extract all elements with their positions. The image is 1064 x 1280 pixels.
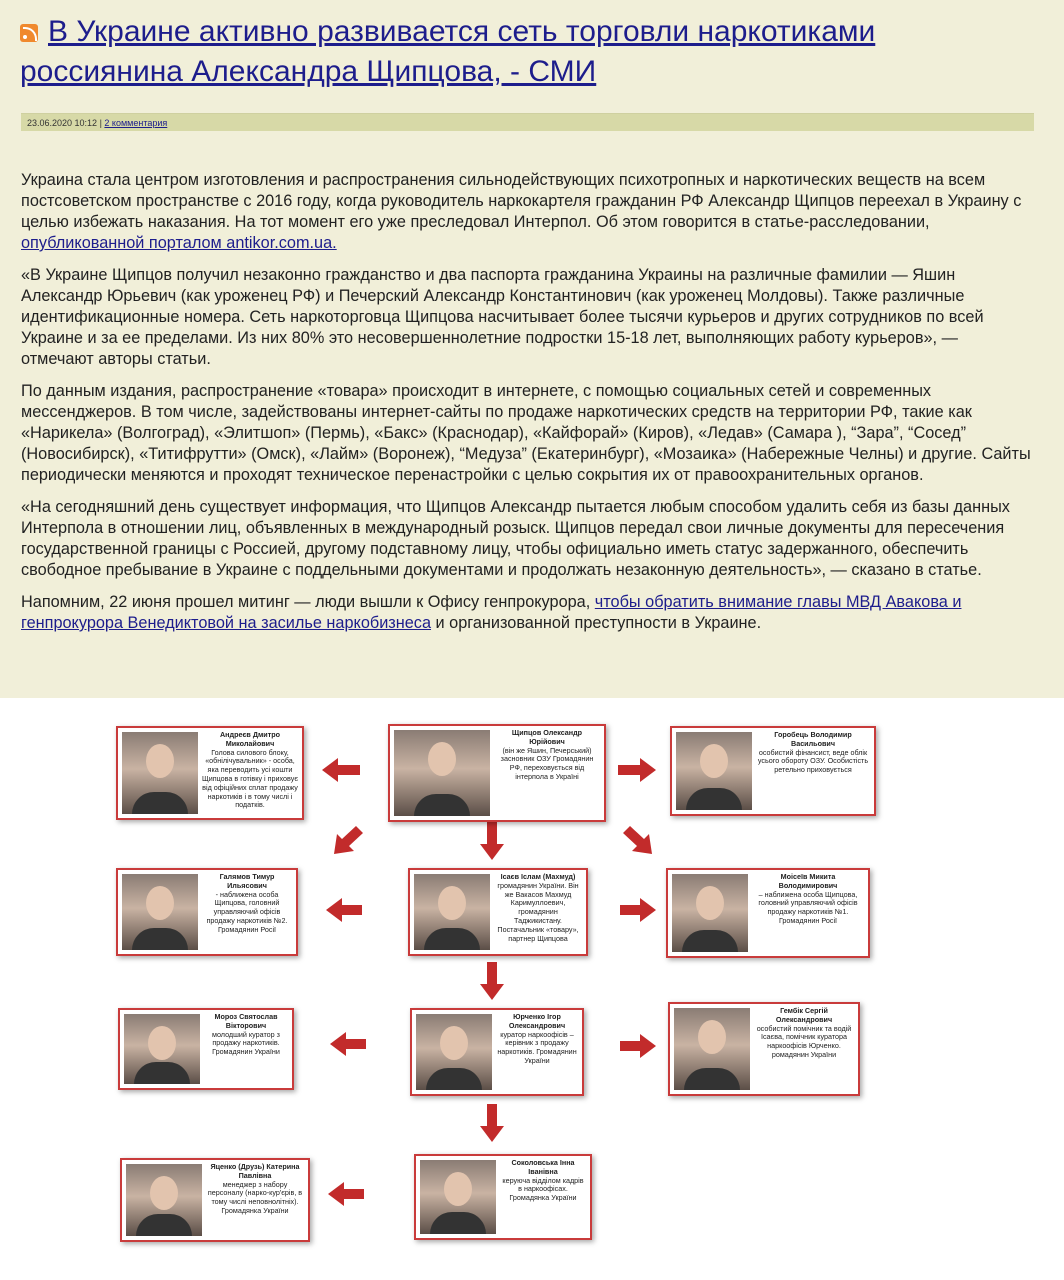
card-desc: - наближена особа Щипцова, головний управляючий офісів продажу наркотиків №2. Громадянин Росії [206, 889, 288, 934]
person-photo [676, 732, 752, 810]
card-name: Андреєв Дмитро Миколайович [219, 730, 281, 748]
arrow-diagonal-left [334, 826, 363, 854]
person-photo [416, 1014, 492, 1090]
article-date: 23.06.2020 10:12 [27, 118, 98, 128]
arrow-down [480, 962, 504, 1000]
paragraph-4: «На сегодняшний день существует информация, что Щипцов Александр пытается любым способом удалить себя из базы данных Интерпола в отношении лиц, объявленных в международный розыск. Щипцов передал свои личные документы для пересечения государственной границы с Россией, другому подставному лицу, чтобы официально иметь статус задержанного, обеспечить свободное пребывание в Украине с поддельными документами и продолжать незаконную деятельность», — сказано в статье. [21, 498, 1010, 579]
card-name: Юрченко Ігор Олександрович [508, 1012, 566, 1030]
card-moroz [118, 1008, 294, 1090]
card-desc: Голова силового блоку, «обнілічувальник» - особа, яка переводить усі кошти Щипцова в готівку і приховує від офіційних сплат продажу наркотиків і в тому числі і податків. [202, 747, 298, 810]
card-desc: молодший куратор з продажу наркотиків. Громадянин України [212, 1029, 280, 1057]
card-gorobets [670, 726, 876, 816]
arrow-right [618, 758, 656, 782]
arrow-diagonal-right [623, 826, 652, 854]
paragraph-3: По данным издания, распространение «товара» происходит в интернете, с помощью социальных сетей и современных мессенджеров. В том числе, задействованы интернет-сайты по продаже наркотических средств на территории РФ, такие как «Нарикела» (Волгоград), «Элитшоп» (Пермь), «Бакс» (Краснодар), «Кайфорай» (Киров), «Ледав» (Самара ), “Зара”, “Сосед” (Новосибирск), «Титифрутти» (Омск), «Лайм» (Воронеж), “Медуза” (Екатеринбург), «Мозаика» (Набережные Челны) и другие. Сайты периодически меняются и проходят техническое перенастройки с целью сокрытия их от правоохранительных органов. [21, 382, 1031, 484]
card-desc: особистий фінансист, веде облік усього обороту ОЗУ. Особистість ретельно приховується [757, 747, 869, 775]
person-photo [122, 732, 198, 814]
article-title[interactable]: В Украине активно развивается сеть торговли наркотиками россиянина Александра Щипцова, - СМИ [20, 15, 876, 88]
card-yatsenko [120, 1158, 310, 1242]
person-photo [124, 1014, 200, 1084]
card-isaev [408, 868, 588, 956]
article-meta-bar [21, 113, 1034, 131]
paragraph-5 [21, 592, 1034, 634]
card-desc: менеджер з набору персоналу (нарко-кур'єрів, в тому числі неповнолітніх). Громадянка України [207, 1179, 303, 1215]
paragraph-2: «В Украине Щипцов получил незаконно гражданство и два паспорта гражданина Украины на различные фамилии — Яшин Александр Юрьевич (как уроженец РФ) и Печерский Александр Константинович (как уроженец Молдовы). Также различные идентификационные номера. Сеть наркоторговца Щипцова насчитывает более тысячи курьеров и других сотрудников по всей Украине и за ее пределами. Из них 80% это несовершеннолетние подростки 15-18 лет, выполняющих работу курьеров», — отмечают авторы статьи. [21, 266, 984, 368]
network-diagram [0, 698, 1064, 1280]
arrow-left [322, 758, 360, 782]
card-desc: куратор наркоофісів – керівник з продажу наркотиків. Громадянин України [497, 1029, 577, 1065]
arrow-left [328, 1182, 364, 1206]
person-photo [394, 730, 490, 816]
card-name: Соколовська Інна Іванівна [511, 1158, 575, 1176]
card-name: Яценко (Друзь) Катерина Павлівна [210, 1162, 300, 1180]
card-hembik [668, 1002, 860, 1096]
card-galyamov [116, 868, 298, 956]
person-photo [122, 874, 198, 950]
paragraph-5-text-b: и организованной преступности в Украине. [431, 614, 762, 632]
card-desc: (він же Яшин, Печерський) засновник ОЗУ Громадянин РФ, переховується від інтерпола в Україні [500, 745, 594, 781]
arrow-left [326, 898, 362, 922]
card-desc: керуюча відділом кадрів в наркоофісах. Громадянка України [502, 1175, 584, 1203]
person-photo [420, 1160, 496, 1234]
card-name: Мороз Святослав Вікторович [214, 1012, 278, 1030]
arrow-down [480, 822, 504, 860]
card-moiseev [666, 868, 870, 958]
card-desc: – наближена особа Щипцова, головний управляючий офісів продажу наркотиків №1. Громадянин Росії [758, 889, 858, 925]
article-body [21, 170, 1034, 645]
card-name: Горобець Володимир Васильович [774, 730, 852, 748]
antikor-link[interactable]: опубликованной порталом antikor.com.ua. [21, 234, 337, 252]
arrow-right [620, 898, 656, 922]
person-photo [126, 1164, 202, 1236]
card-name: Моісеїв Микита Володимирович [778, 872, 838, 890]
meta-separator: | [97, 118, 105, 128]
paragraph-1-text: Украина стала центром изготовления и распространения сильнодействующих психотропных и наркотических веществ на всем постсоветском пространстве с 2016 году, когда руководитель наркокартеля гражданин РФ Александр Щипцов переехал в Украину с целью избежать наказания. На тот момент его уже преследовал Интерпол. Об этом говорится в статье-расследовании, [21, 171, 1022, 231]
comments-link[interactable]: 2 комментария [104, 118, 168, 128]
rally-link[interactable]: чтобы обратить внимание главы МВД Авакова и генпрокурора Венедиктовой на засилье наркобизнеса [21, 593, 962, 632]
person-photo [672, 874, 748, 952]
card-name: Ісаєв Іслам (Махмуд) [500, 872, 576, 881]
card-name: Гембік Сергій Олександрович [775, 1006, 833, 1024]
arrow-right [620, 1034, 656, 1058]
card-name: Щипцов Олександр Юрійович [511, 728, 583, 746]
card-name: Галямов Тимур Ильясович [219, 872, 275, 890]
arrow-left [330, 1032, 366, 1056]
paragraph-1 [21, 170, 1034, 254]
card-desc: громадянин України. Він же Вакасов Махмуд Каримуллоевич, громадянин Таджикистану. Постачальник «товару», партнер Щипцова [497, 880, 579, 943]
paragraph-5-text-a: Напомним, 22 июня прошел митинг — люди вышли к Офису генпрокурора, [21, 593, 595, 611]
card-andreev [116, 726, 304, 820]
card-shchiptsov [388, 724, 606, 822]
card-yurchenko [410, 1008, 584, 1096]
person-photo [414, 874, 490, 950]
arrow-down [480, 1104, 504, 1142]
article-header [0, 0, 1064, 150]
card-sokolovska [414, 1154, 592, 1240]
card-desc: особистий помічник та водій Ісаєва, помічник куратора наркоофісів Юрченко. ромадянин України [756, 1023, 852, 1059]
person-photo [674, 1008, 750, 1090]
